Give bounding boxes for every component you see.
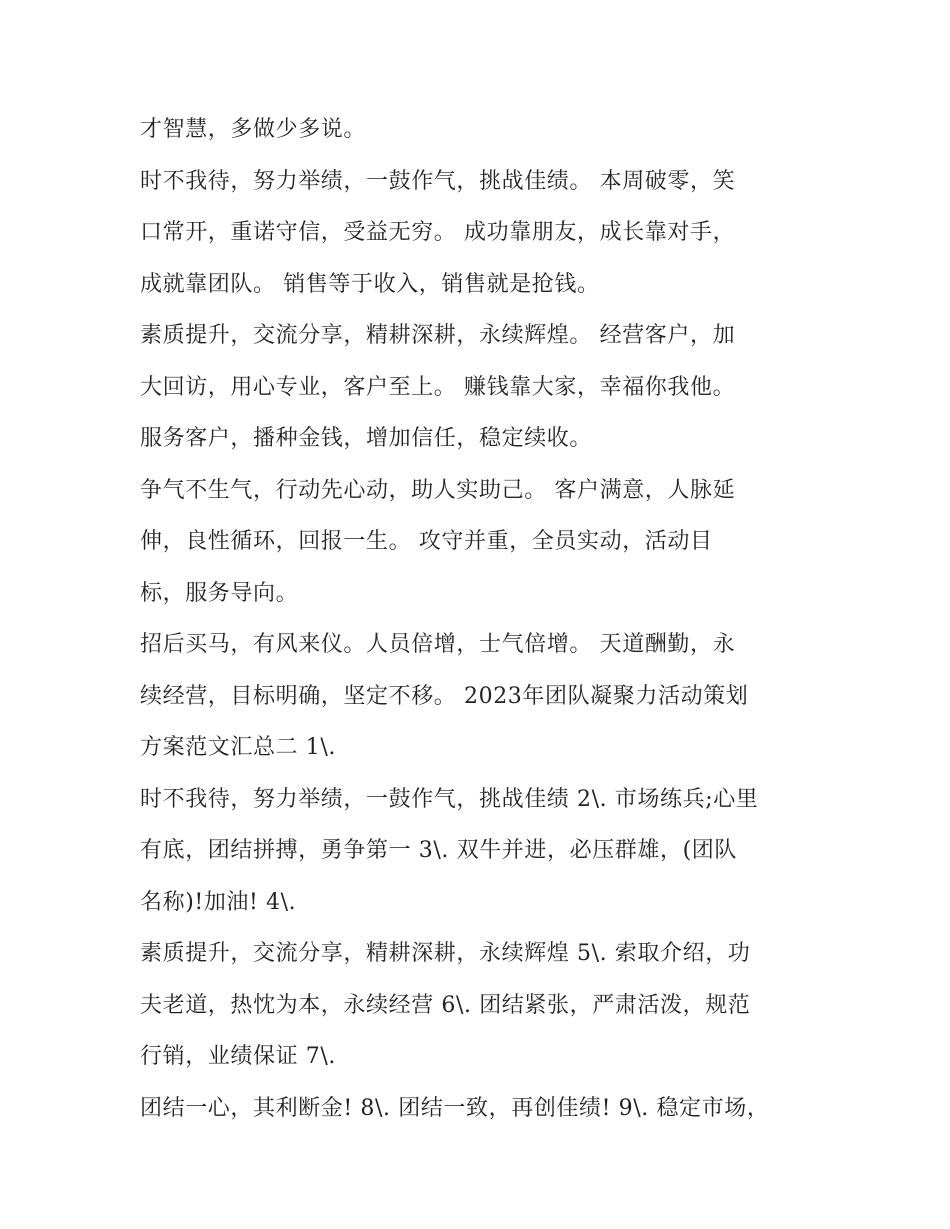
paragraph-2: [140, 156, 820, 311]
text-line: 大回访，用心专业，客户至上。 赚钱靠大家，幸福你我他。: [140, 374, 736, 400]
text-line: 时不我待，努力举绩，一鼓作气，挑战佳绩。 本周破零，笑: [140, 168, 736, 194]
text-line: 有底，团结拼搏，勇争第一 3\. 双牛并进，必压群雄，(团队: [140, 838, 737, 863]
text-line: 标，服务导向。: [140, 580, 299, 606]
text-line: 续经营，目标明确，坚定不移。 2023年团队凝聚力活动策划: [140, 683, 749, 709]
text-line: 行销，业绩保证 7\.: [140, 1044, 336, 1069]
text-line: 素质提升，交流分享，精耕深耕，永续辉煌 5\. 索取介绍，功: [140, 941, 751, 966]
text-line: 名称)!加油! 4\.: [140, 889, 297, 915]
text-line: 争气不生气，行动先心动，助人实助己。 客户满意，人脉延: [140, 477, 736, 503]
text-line: 夫老道，热忱为本，永续经营 6\. 团结紧张，严肃活泼，规范: [140, 992, 751, 1018]
document-body: [140, 104, 820, 1134]
paragraph-5: [140, 619, 820, 774]
paragraph-4: [140, 465, 820, 620]
paragraph-8: [140, 1083, 820, 1135]
paragraph-3: [140, 310, 820, 465]
text-line: 招后买马，有风来仪。人员倍增，士气倍增。 天道酬勤，永: [140, 632, 736, 657]
text-line: 伸，良性循环，回报一生。 攻守并重，全员实动，活动目: [140, 529, 713, 554]
text-line: 才智慧，多做少多说。: [140, 117, 367, 142]
text-line: 方案范文汇总二 1\.: [140, 735, 336, 760]
paragraph-7: [140, 928, 820, 1083]
text-line: 时不我待，努力举绩，一鼓作气，挑战佳绩 2\. 市场练兵;心里: [140, 786, 759, 812]
text-line: 服务客户，播种金钱，增加信任，稳定续收。: [140, 426, 593, 451]
paragraph-6: [140, 774, 820, 929]
text-line: 团结一心，其利断金! 8\. 团结一致，再创佳绩! 9\. 稳定市场，: [140, 1095, 770, 1121]
text-line: 口常开，重诺守信，受益无穷。 成功靠朋友，成长靠对手，: [140, 220, 736, 245]
text-line: 成就靠团队。 销售等于收入，销售就是抢钱。: [140, 271, 600, 297]
paragraph-1: [140, 104, 820, 156]
text-line: 素质提升，交流分享，精耕深耕，永续辉煌。 经营客户，加: [140, 323, 736, 348]
